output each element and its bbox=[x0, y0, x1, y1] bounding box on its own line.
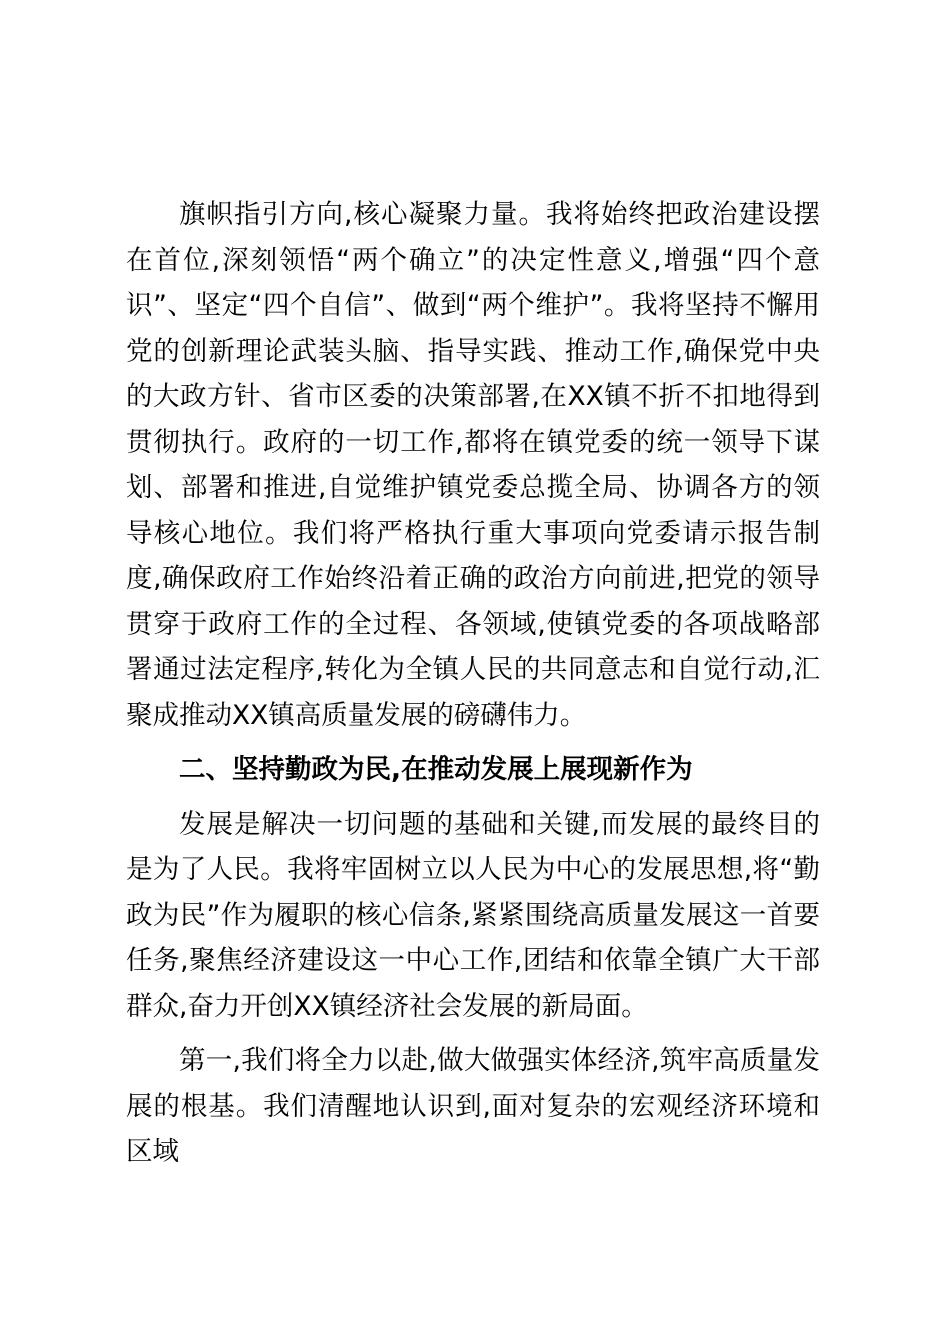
section-heading-2: 二、坚持勤政为民,在推动发展上展现新作为 bbox=[179, 754, 693, 785]
document-body bbox=[126, 192, 820, 1175]
paragraph-real-economy: 第一,我们将全力以赴,做大做强实体经济,筑牢高质量发展的根基。我们清醒地认识到,面对复杂的宏观经济环境和区域 bbox=[126, 1045, 820, 1167]
paragraph-political-leadership: 旗帜指引方向,核心凝聚力量。我将始终把政治建设摆在首位,深刻领悟“两个确立”的决定性意义,增强“四个意识”、坚定“四个自信”、做到“两个维护”。我将坚持不懈用党的创新理论武装头脑、指导实践、推动工作,确保党中央的大政方针、省市区委的决策部署,在XX镇不折不扣地得到贯彻执行。政府的一切工作,都将在镇党委的统一领导下谋划、部署和推进,自觉维护镇党委总揽全局、协调各方的领导核心地位。我们将严格执行重大事项向党委请示报告制度,确保政府工作始终沿着正确的政治方向前进,把党的领导贯穿于政府工作的全过程、各领域,使镇党委的各项战略部署通过法定程序,转化为全镇人民的共同意志和自觉行动,汇聚成推动XX镇高质量发展的磅礴伟力。 bbox=[126, 199, 820, 731]
paragraph-development-for-people: 发展是解决一切问题的基础和关键,而发展的最终目的是为了人民。我将牢固树立以人民为中心的发展思想,将“勤政为民”作为履职的核心信条,紧紧围绕高质量发展这一首要任务,聚焦经济建设这一中心工作,团结和依靠全镇广大干部群众,奋力开创XX镇经济社会发展的新局面。 bbox=[126, 808, 820, 1022]
